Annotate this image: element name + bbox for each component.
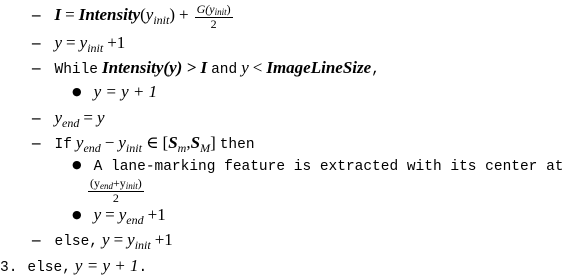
list-dash: – [32, 5, 41, 25]
keyword-while: While [54, 62, 99, 78]
step-extract [72, 154, 564, 178]
keyword-if: If [54, 137, 72, 153]
y-var: y [127, 230, 135, 249]
equals-sign: = [66, 33, 76, 52]
intensity-func: Intensity [78, 5, 141, 25]
list-dash: – [32, 108, 41, 127]
y-var: y [54, 108, 63, 127]
paren-close: ) [169, 5, 176, 25]
y-var: y [93, 205, 102, 224]
y-var: y [54, 33, 63, 52]
list-dash: – [32, 33, 41, 52]
subscript-init: init [134, 238, 151, 252]
frac-sub-init: init [125, 181, 138, 191]
y-var: y [102, 230, 110, 249]
y-var: y [96, 108, 105, 127]
comma: , [371, 62, 380, 78]
bullet-icon: ● [72, 85, 82, 98]
subscript-init: init [153, 13, 170, 28]
extract-text: A lane-marking feature is extracted with its center at [93, 159, 564, 175]
s-max-var: S [190, 133, 201, 152]
comma: , [186, 133, 191, 152]
plus-one: +1 [147, 205, 166, 224]
equals-sign: = [83, 108, 93, 127]
period: . [138, 260, 148, 276]
equals-sign: = [65, 5, 75, 25]
frac-numerator-close: ) [226, 2, 231, 16]
step-threshold [32, 2, 235, 31]
s-min-var: S [168, 133, 178, 152]
frac-numerator-sub: init [214, 7, 227, 17]
center-fraction-line [86, 176, 146, 204]
step-increment [72, 80, 157, 104]
keyword-else: else, [27, 260, 71, 276]
minus-sign: − [104, 133, 115, 152]
bullet-icon: ● [72, 158, 82, 171]
increment-expr: y = y + 1 [74, 256, 139, 275]
bracket-open: [ [162, 133, 169, 152]
increment-expr: y = y + 1 [93, 82, 158, 101]
less-than: < [252, 58, 263, 77]
frac-numerator: G(y [196, 2, 215, 16]
equals-sign: = [113, 230, 124, 249]
frac-plus-y: +y [113, 176, 126, 190]
subscript-init: init [87, 41, 104, 55]
bullet-icon: ● [72, 208, 82, 221]
frac-denominator: 2 [112, 191, 119, 205]
subscript-end: end [126, 213, 144, 227]
frac-close: ) [137, 176, 142, 190]
step-number: 3. [0, 260, 18, 276]
list-dash: – [32, 58, 41, 77]
step-skip [72, 203, 166, 227]
bracket-close: ] [210, 133, 216, 152]
paren-open: ( [140, 5, 146, 25]
y-var: y [79, 33, 88, 52]
list-dash: – [32, 133, 41, 152]
step-3-else [0, 254, 147, 278]
step-set-end [32, 106, 105, 130]
center-fraction [88, 176, 144, 205]
subscript-M: M [200, 141, 211, 155]
equals-sign: = [105, 205, 115, 224]
subscript-m: m [177, 141, 187, 155]
keyword-then: then [219, 137, 255, 153]
subscript-end: end [83, 141, 101, 155]
fraction-g-over-2 [195, 2, 233, 31]
y-var: y [118, 133, 126, 152]
threshold-var: I [54, 5, 62, 25]
plus-sign: + [179, 5, 189, 25]
y-var: y [241, 58, 249, 77]
step-else-inner [32, 228, 173, 252]
y-var: y [118, 205, 127, 224]
frac-open: (y [90, 176, 100, 190]
keyword-and: and [211, 62, 238, 78]
step-if [32, 131, 255, 155]
subscript-init: init [125, 141, 142, 155]
subscript-end: end [62, 116, 80, 130]
frac-sub-end: end [100, 181, 113, 191]
step-advance [32, 31, 125, 55]
step-while [32, 56, 380, 80]
keyword-else: else, [54, 234, 99, 250]
y-var: y [75, 133, 84, 152]
image-line-size: ImageLineSize [266, 58, 372, 77]
list-dash: – [32, 230, 41, 249]
plus-one: +1 [154, 230, 173, 249]
element-of: ∈ [145, 133, 159, 152]
y-var: y [145, 5, 154, 25]
plus-one: +1 [107, 33, 126, 52]
while-condition: Intensity(y) > I [102, 58, 208, 77]
frac-denominator: 2 [210, 17, 217, 31]
